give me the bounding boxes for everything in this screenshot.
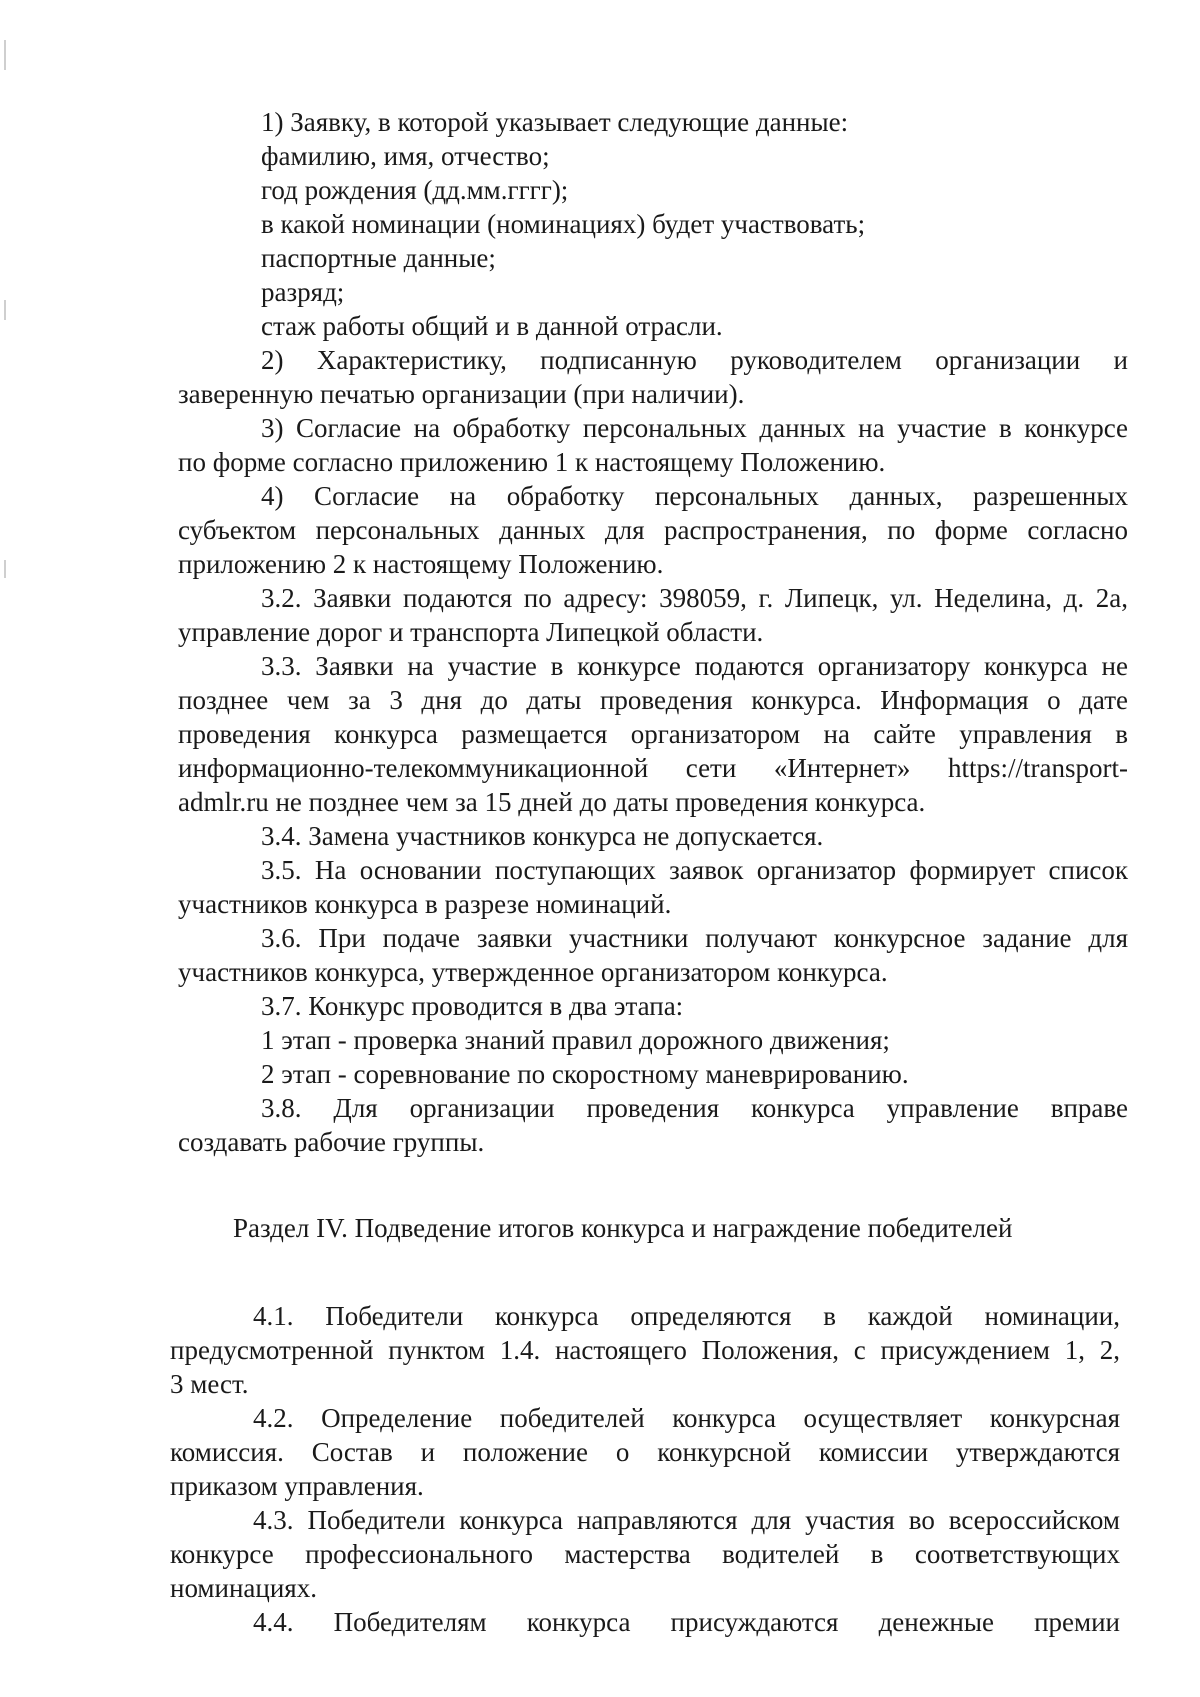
text-line: позднее чем за 3 дня до даты проведения конкурса. Информация о дате — [178, 685, 1128, 715]
text-line: создавать рабочие группы. — [178, 1127, 485, 1157]
text-line: 3 мест. — [170, 1369, 249, 1399]
text-line: по форме согласно приложению 1 к настоящему Положению. — [178, 447, 886, 477]
text-line: предусмотренной пунктом 1.4. настоящего Положения, с присуждением 1, 2, — [170, 1335, 1120, 1365]
text-line: конкурсе профессионального мастерства водителей в соответствующих — [170, 1539, 1120, 1569]
text-line: 4.2. Определение победителей конкурса осуществляет конкурсная — [253, 1403, 1120, 1433]
section-4-text — [170, 1299, 1120, 1639]
text-line: участников конкурса в разрезе номинаций. — [178, 889, 672, 919]
text-line: 2) Характеристику, подписанную руководителем организации и — [261, 345, 1128, 375]
text-line: 3.2. Заявки подаются по адресу: 398059, г. Липецк, ул. Неделина, д. 2а, — [261, 583, 1128, 613]
text-line: комиссия. Состав и положение о конкурсной комиссии утверждаются — [170, 1437, 1120, 1467]
text-line: приложению 2 к настоящему Положению. — [178, 549, 664, 579]
text-line: 3.4. Замена участников конкурса не допускается. — [261, 821, 824, 851]
text-line: 1) Заявку, в которой указывает следующие данные: — [261, 107, 849, 137]
text-line: 3.5. На основании поступающих заявок организатор формирует список — [261, 855, 1128, 885]
section-3-text — [178, 105, 1128, 1159]
text-line: разряд; — [261, 277, 345, 307]
text-line: 4) Согласие на обработку персональных данных, разрешенных — [261, 481, 1128, 511]
text-line: 2 этап - соревнование по скоростному маневрированию. — [261, 1059, 909, 1089]
document-body — [170, 105, 1128, 1639]
text-line: заверенную печатью организации (при наличии). — [178, 379, 745, 409]
text-line: 3.8. Для организации проведения конкурса управление вправе — [261, 1093, 1128, 1123]
scan-margin-mark — [4, 560, 6, 578]
text-line: 1 этап - проверка знаний правил дорожного движения; — [261, 1025, 890, 1055]
text-line: стаж работы общий и в данной отрасли. — [261, 311, 723, 341]
scan-margin-mark — [4, 40, 6, 70]
text-line: в какой номинации (номинациях) будет участвовать; — [261, 209, 866, 239]
text-line: фамилию, имя, отчество; — [261, 141, 550, 171]
text-line: 3) Согласие на обработку персональных данных на участие в конкурсе — [261, 413, 1128, 443]
text-line: год рождения (дд.мм.гггг); — [261, 175, 569, 205]
text-line: паспортные данные; — [261, 243, 496, 273]
text-line: 3.6. При подаче заявки участники получают конкурсное задание для — [261, 923, 1128, 953]
text-line: субъектом персональных данных для распространения, по форме согласно — [178, 515, 1128, 545]
text-line: приказом управления. — [170, 1471, 424, 1501]
text-line: 4.4. Победителям конкурса присуждаются денежные премии — [253, 1607, 1120, 1637]
text-line: 3.3. Заявки на участие в конкурсе подаются организатору конкурса не — [261, 651, 1128, 681]
text-line: проведения конкурса размещается организатором на сайте управления в — [178, 719, 1128, 749]
text-line: номинациях. — [170, 1573, 317, 1603]
text-line: admlr.ru не позднее чем за 15 дней до даты проведения конкурса. — [178, 787, 926, 817]
scan-margin-mark — [4, 300, 6, 320]
section-heading: Раздел IV. Подведение итогов конкурса и награждение победителей — [233, 1213, 1013, 1243]
text-line: 4.3. Победители конкурса направляются для участия во всероссийском — [253, 1505, 1120, 1535]
text-line: участников конкурса, утвержденное организатором конкурса. — [178, 957, 888, 987]
text-line: 3.7. Конкурс проводится в два этапа: — [261, 991, 684, 1021]
text-line: управление дорог и транспорта Липецкой области. — [178, 617, 764, 647]
text-line: 4.1. Победители конкурса определяются в каждой номинации, — [253, 1301, 1120, 1331]
text-line: информационно-телекоммуникационной сети «Интернет» https://transport- — [178, 753, 1128, 783]
